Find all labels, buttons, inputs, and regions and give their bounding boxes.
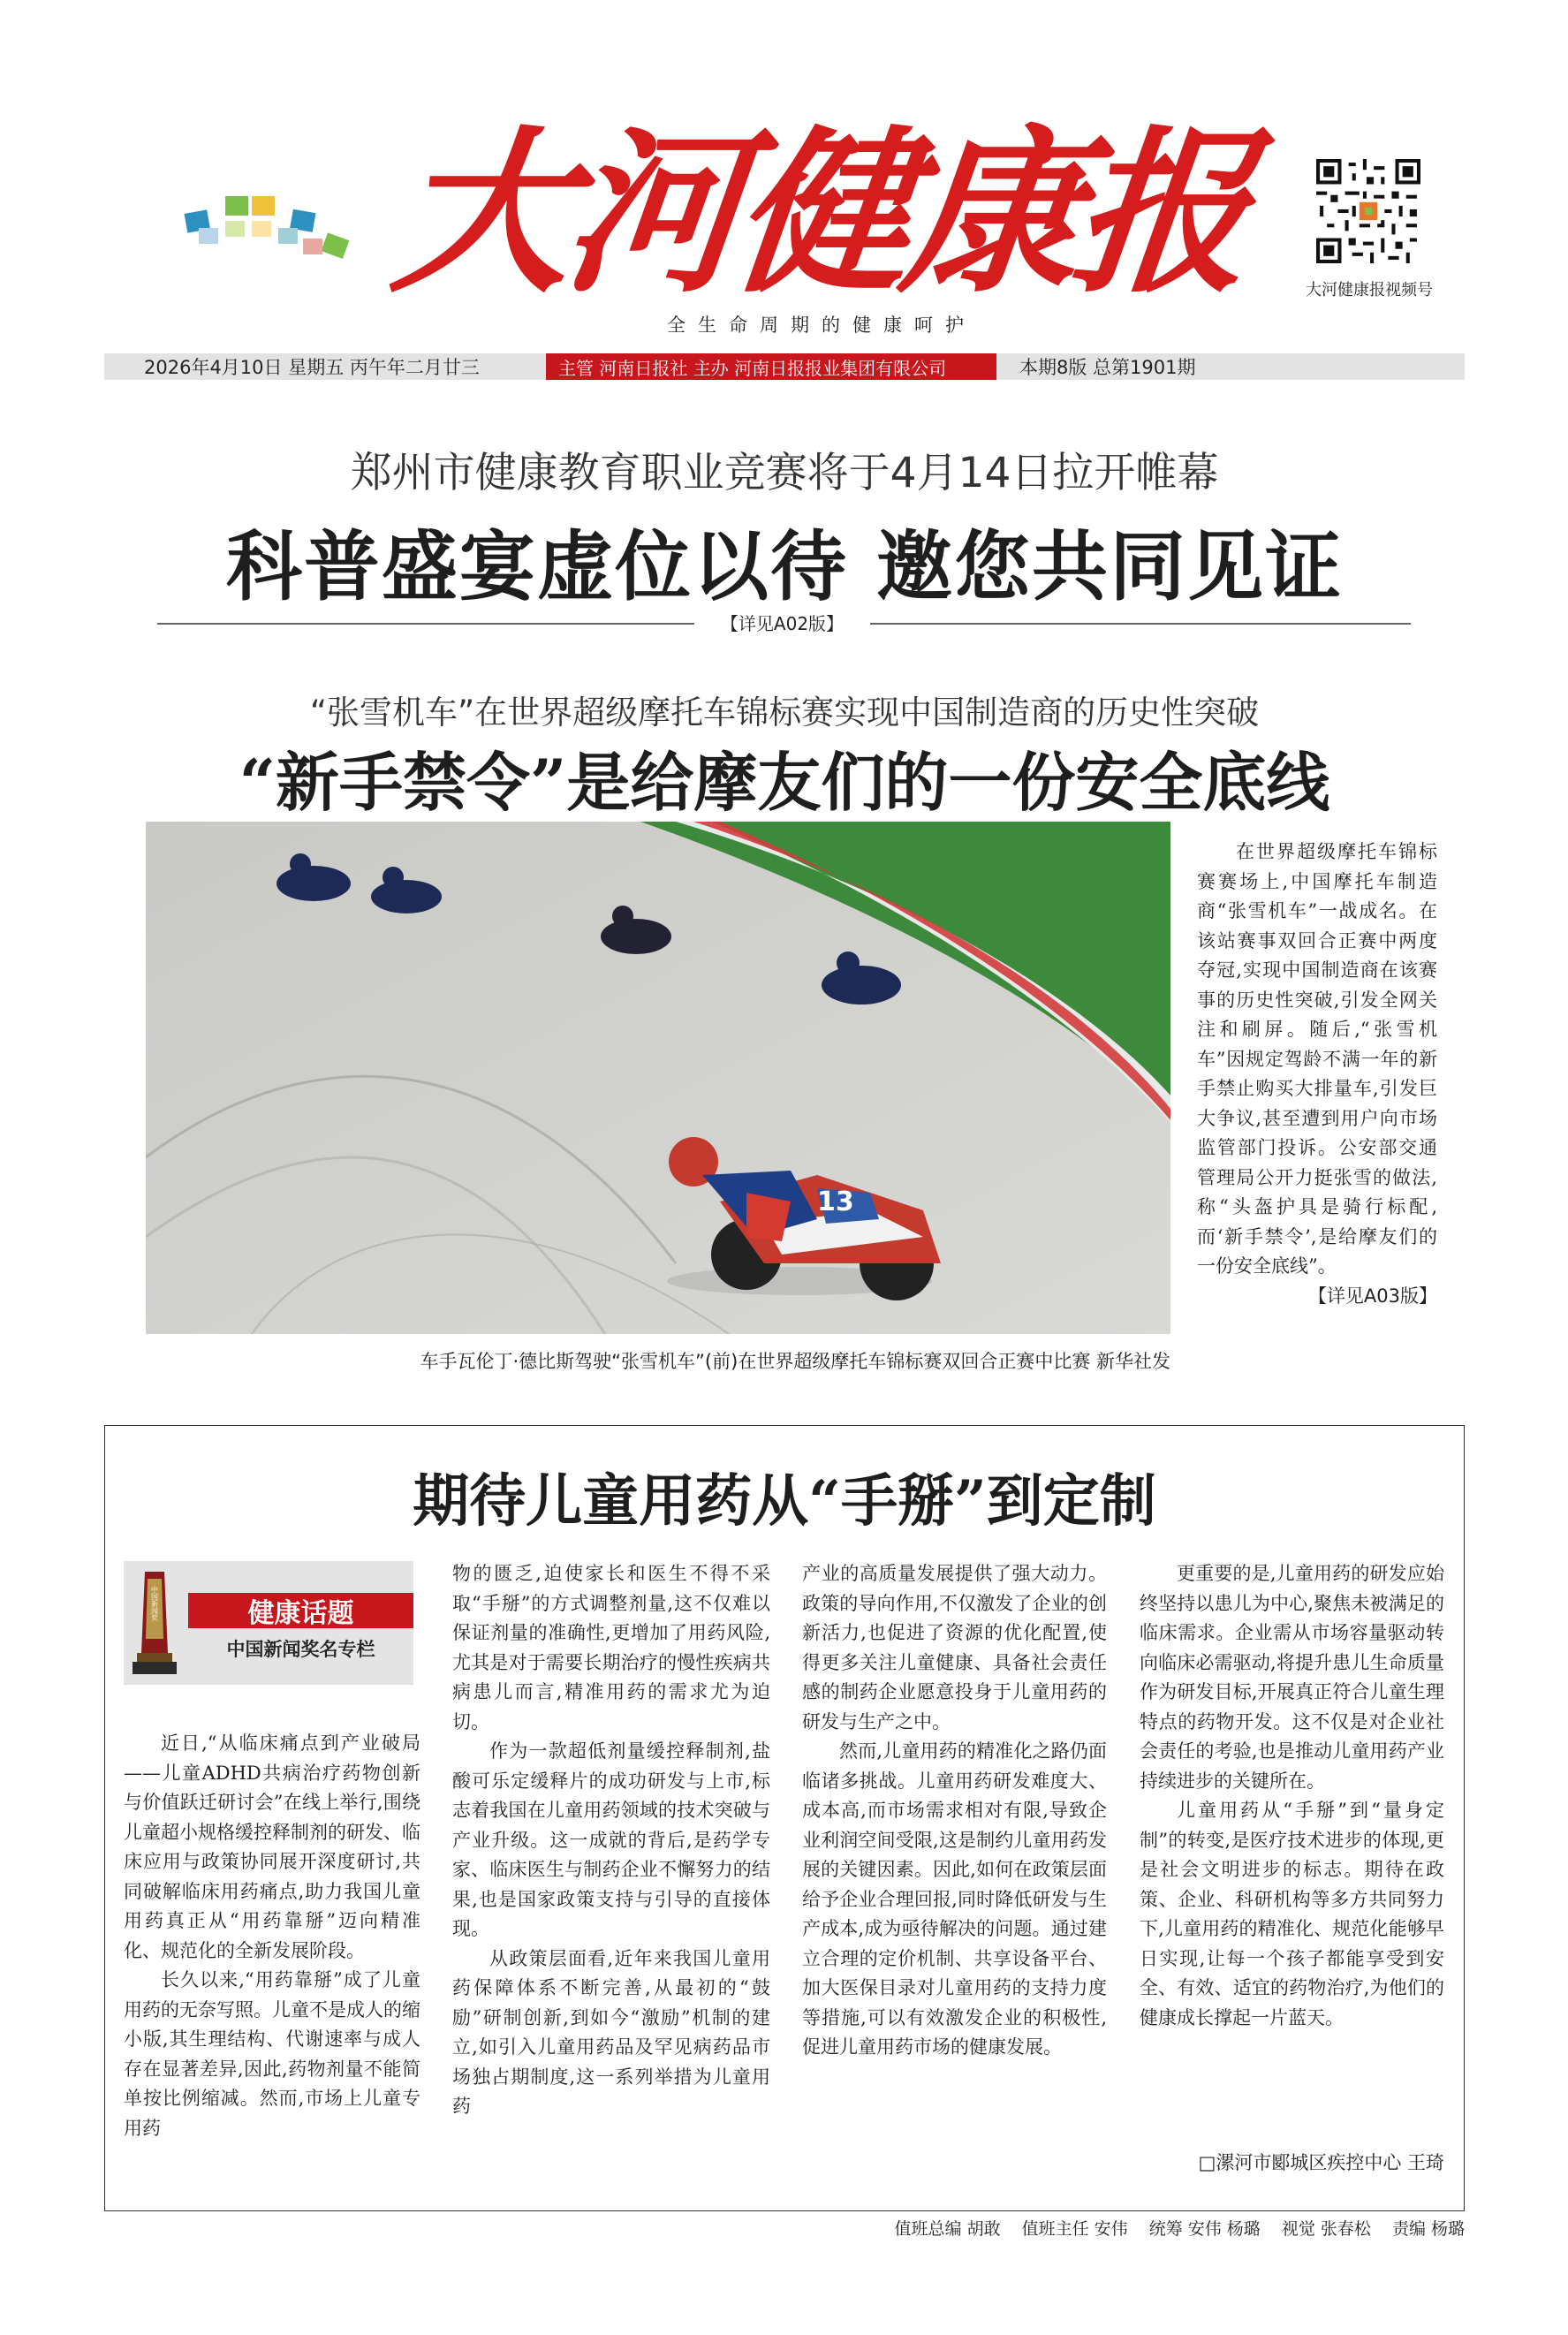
byline: □漯河市郾城区疾控中心 王琦 bbox=[1198, 2152, 1444, 2173]
photo-caption: 车手瓦伦丁·德比斯驾驶“张雪机车”(前)在世界超级摩托车锦标赛双回合正赛中比赛 新华社发 bbox=[420, 1351, 1170, 1372]
masthead-slogan: 全生命周期的健康呵护 bbox=[667, 315, 976, 336]
issue-date: 2026年4月10日 星期五 丙午年二月廿三 bbox=[144, 357, 480, 378]
paragraph: 长久以来,“用药靠掰”成了儿童用药的无奈写照。儿童不是成人的缩小版,其生理结构、代谢速率与成人存在显著差异,因此,药物剂量不能简单按比例缩减。然而,市场上儿童专用药 bbox=[124, 1969, 420, 2139]
feature-headline: 期待儿童用药从“手掰”到定制 bbox=[413, 1468, 1156, 1535]
second-headline: “新手禁令”是给摩友们的一份安全底线 bbox=[239, 745, 1330, 820]
games-logo-icon bbox=[141, 177, 362, 274]
edition-info: 本期8版 总第1901期 bbox=[1019, 357, 1196, 378]
masthead-title: 大河健康报 bbox=[384, 109, 1255, 317]
divider bbox=[157, 623, 694, 625]
qr-code-icon[interactable] bbox=[1316, 159, 1420, 263]
column-award: 中国新闻奖名专栏 bbox=[226, 1639, 375, 1660]
article-column-4 bbox=[1140, 1559, 1444, 2033]
staff-credit: 值班总编 胡敢 bbox=[894, 2219, 1001, 2239]
article-column-1 bbox=[124, 1729, 420, 2143]
paragraph: 作为一款超低剂量缓控释制剂,盐酸可乐定缓释片的成功研发与上市,标志着我国在儿童用药领域的技术突破与产业升级。这一成就的背后,是药学专家、临床医生与制药企业不懈努力的结果,也是国家政策支持与引导的直接体现。 bbox=[452, 1740, 770, 1939]
sidebar-text: 在世界超级摩托车锦标赛赛场上,中国摩托车制造商“张雪机车”一战成名。在该站赛事双回合正赛中两度夺冠,实现中国制造商在该赛事的历史性突破,引发全网关注和刷屏。随后,“张雪机车”因规定驾龄不满一年的新手禁止购买大排量车,引发巨大争议,甚至遭到用户向市场监管部门投诉。公安部交通管理局公开力挺张雪的做法,称“头盔护具是骑行标配,而‘新手禁令’,是给摩友们的一份安全底线”。 bbox=[1197, 841, 1437, 1277]
paragraph: 物的匮乏,迫使家长和医生不得不采取“手掰”的方式调整剂量,这不仅难以保证剂量的准确性,更增加了用药风险,尤其是对于需要长期治疗的慢性疾病共病患儿而言,精准用药的需求尤为迫切。 bbox=[452, 1563, 770, 1732]
paragraph: 从政策层面看,近年来我国儿童用药保障体系不断完善,从最初的“鼓励”研制创新,到如今“激励”机制的建立,如引入儿童用药品及罕见病药品市场独占期制度,这一系列举措为儿童用药 bbox=[452, 1947, 770, 2117]
publisher-info: 主管 河南日报社 主办 河南日报报业集团有限公司 bbox=[546, 353, 996, 380]
trophy-icon bbox=[133, 1568, 177, 1676]
motorcycle-race-photo bbox=[146, 822, 1170, 1334]
paragraph: 产业的高质量发展提供了强大动力。政策的导向作用,不仅激发了企业的创新活力,也促进了资源的优化配置,使得更多关注儿童健康、具备社会责任感的制药企业愿意投身于儿童用药的研发与生产之中。 bbox=[802, 1563, 1107, 1732]
staff-credit: 视觉 张春松 bbox=[1281, 2219, 1371, 2239]
paragraph: 然而,儿童用药的精准化之路仍面临诸多挑战。儿童用药研发难度大、成本高,而市场需求相对有限,导致企业利润空间受限,这是制约儿童用药发展的关键因素。因此,如何在政策层面给予企业合理回报,同时降低研发与生产成本,成为亟待解决的问题。通过建立合理的定价机制、共享设备平台、加大医保目录对儿童用药的支持力度等措施,可以有效激发企业的积极性,促进儿童用药市场的健康发展。 bbox=[802, 1740, 1107, 2058]
paragraph: 儿童用药从“手掰”到“量身定制”的转变,是医疗技术进步的体现,更是社会文明进步的标志。期待在政策、企业、科研机构等多方共同努力下,儿童用药的精准化、规范化能够早日实现,让每一个孩子都能享受到安全、有效、适宜的药物治疗,为他们的健康成长撑起一片蓝天。 bbox=[1140, 1800, 1444, 2028]
staff-credit: 统筹 安伟 杨璐 bbox=[1148, 2219, 1261, 2239]
staff-credits bbox=[104, 2216, 1465, 2240]
paragraph: 更重要的是,儿童用药的研发应始终坚持以患儿为中心,聚焦未被满足的临床需求。企业需从市场容量驱动转向临床必需驱动,将提升患儿生命质量作为研发目标,开展真正符合儿童生理特点的药物开发。这不仅是对企业社会责任的考验,也是推动儿童用药产业持续进步的关键所在。 bbox=[1140, 1563, 1444, 1792]
qr-caption: 大河健康报视频号 bbox=[1306, 281, 1433, 299]
divider bbox=[870, 623, 1411, 625]
staff-credit: 值班主任 安伟 bbox=[1021, 2219, 1128, 2239]
staff-credit: 责编 杨璐 bbox=[1391, 2219, 1465, 2239]
trophy-label: 中国新闻奖 bbox=[150, 1586, 159, 1621]
article-column-3 bbox=[802, 1559, 1107, 2063]
lead-page-ref[interactable]: 【详见A02版】 bbox=[720, 613, 845, 634]
article-column-2 bbox=[452, 1559, 770, 2122]
bike-number: 13 bbox=[817, 1186, 854, 1217]
sidebar-page-ref[interactable]: 【详见A03版】 bbox=[1307, 1285, 1437, 1307]
lead-subheadline: 郑州市健康教育职业竞赛将于4月14日拉开帷幕 bbox=[350, 449, 1219, 497]
second-subheadline: “张雪机车”在世界超级摩托车锦标赛实现中国制造商的历史性突破 bbox=[309, 694, 1260, 732]
paragraph: 近日,“从临床痛点到产业破局——儿童ADHD共病治疗药物创新与价值跃迁研讨会”在线上举行,围绕儿童超小规格缓控释制剂的研发、临床应用与政策协同展开深度研讨,共同破解临床用药痛点,助力我国儿童用药真正从“用药靠掰”迈向精准化、规范化的全新发展阶段。 bbox=[124, 1732, 420, 1961]
column-tag: 健康话题 bbox=[188, 1593, 413, 1628]
issue-info-bar bbox=[104, 353, 1465, 380]
sidebar-article bbox=[1197, 838, 1437, 1311]
lead-headline: 科普盛宴虚位以待 邀您共同见证 bbox=[226, 522, 1343, 611]
